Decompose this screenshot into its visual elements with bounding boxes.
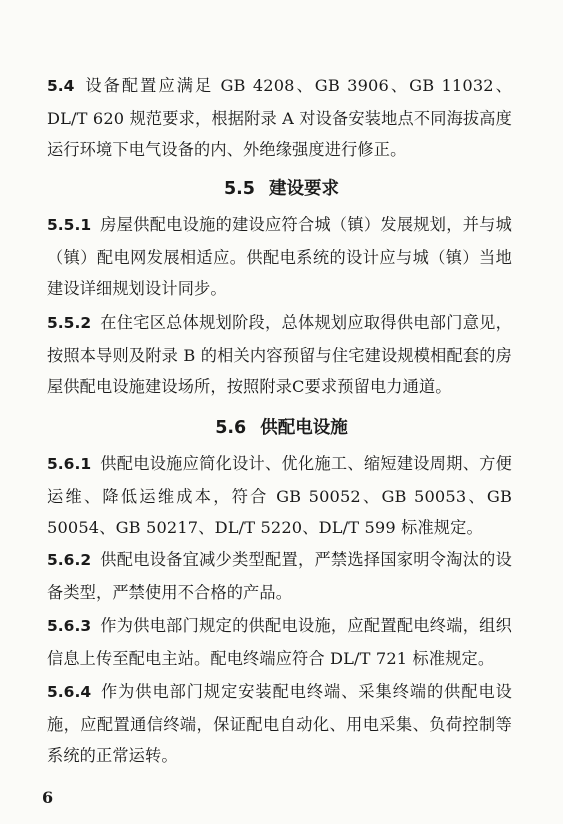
section-number: 5.5 xyxy=(223,179,255,199)
clause-number: 5.4 xyxy=(47,77,75,95)
page-number: 6 xyxy=(42,788,54,807)
section-number: 5.6 xyxy=(215,418,247,438)
section-heading-5-6 xyxy=(0,413,563,443)
clause-5-6-1 xyxy=(47,448,512,544)
clause-text: 在住宅区总体规划阶段，总体规划应取得供电部门意见，按照本导则及附录 B 的相关内容预留与住宅建设规模相配套的房屋供配电设施建设场所，按照附录C要求预留电力通道。 xyxy=(47,313,512,396)
clause-5-4 xyxy=(47,70,512,166)
clause-text: 作为供电部门规定的供配电设施，应配置配电终端，组织信息上传至配电主站。配电终端应符合 DL/T 721 标准规定。 xyxy=(47,616,512,668)
clause-text: 供配电设施应简化设计、优化施工、缩短建设周期、方便运维、降低运维成本，符合 GB 50052、GB 50053、GB 50054、GB 50217、DL/T 5220、DL/T 599 标准规定。 xyxy=(47,454,512,537)
clause-5-6-4 xyxy=(47,676,512,772)
clause-text: 房屋供配电设施的建设应符合城（镇）发展规划，并与城（镇）配电网发展相适应。供配电系统的设计应与城（镇）当地建设详细规划设计同步。 xyxy=(47,215,512,298)
clause-text: 设备配置应满足 GB 4208、GB 3906、GB 11032、DL/T 620 规范要求，根据附录 A 对设备安装地点不同海拔高度运行环境下电气设备的内、外绝缘强度进行修正。 xyxy=(47,76,512,159)
section-title: 供配电设施 xyxy=(260,418,348,438)
clause-5-6-3 xyxy=(47,610,512,674)
clause-number: 5.6.4 xyxy=(47,683,92,701)
section-title: 建设要求 xyxy=(269,179,339,199)
clause-text: 作为供电部门规定安装配电终端、采集终端的供配电设施，应配置通信终端，保证配电自动化、用电采集、负荷控制等系统的正常运转。 xyxy=(47,682,512,765)
clause-number: 5.6.3 xyxy=(47,617,92,635)
clause-text: 供配电设备宜减少类型配置，严禁选择国家明令淘汰的设备类型，严禁使用不合格的产品。 xyxy=(47,550,512,602)
clause-number: 5.6.2 xyxy=(47,551,92,569)
clause-5-6-2 xyxy=(47,544,512,608)
clause-number: 5.6.1 xyxy=(47,455,92,473)
clause-number: 5.5.2 xyxy=(47,314,92,332)
clause-number: 5.5.1 xyxy=(47,216,92,234)
clause-5-5-1 xyxy=(47,209,512,305)
clause-5-5-2 xyxy=(47,307,512,403)
section-heading-5-5 xyxy=(0,174,563,204)
